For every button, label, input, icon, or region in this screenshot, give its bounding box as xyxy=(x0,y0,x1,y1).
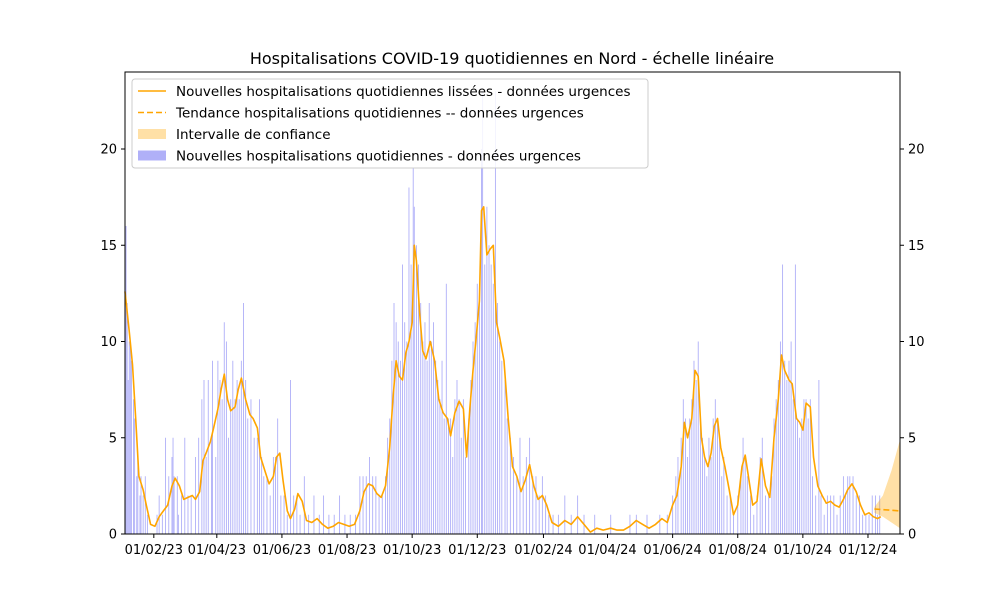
bar xyxy=(230,399,231,534)
bar xyxy=(359,476,360,534)
bar xyxy=(704,457,705,534)
y-axis-left xyxy=(100,143,125,543)
bar xyxy=(702,438,703,534)
bar xyxy=(765,496,766,535)
bar xyxy=(259,399,260,534)
bar xyxy=(564,496,565,535)
bar xyxy=(382,496,383,535)
bar xyxy=(461,438,462,534)
bar xyxy=(689,419,690,535)
bar xyxy=(505,380,506,534)
bar xyxy=(165,438,166,534)
bar xyxy=(845,496,846,535)
x-tick-label: 01/04/23 xyxy=(187,543,246,558)
bar xyxy=(497,303,498,534)
legend-label: Intervalle de confiance xyxy=(176,127,331,143)
bar xyxy=(696,380,697,534)
bar xyxy=(672,496,673,535)
bar xyxy=(715,399,716,534)
bar xyxy=(808,419,809,535)
bar xyxy=(446,284,447,534)
bar xyxy=(422,342,423,535)
bar xyxy=(827,496,828,535)
bar xyxy=(491,265,492,535)
bar xyxy=(667,515,668,534)
bar xyxy=(733,515,734,534)
bar xyxy=(413,168,414,534)
bar xyxy=(610,515,611,534)
y-tick-label: 10 xyxy=(100,335,117,350)
bar xyxy=(484,265,485,535)
bar xyxy=(499,342,500,535)
x-tick-label: 01/06/24 xyxy=(643,543,702,558)
bar xyxy=(181,496,182,535)
bar xyxy=(797,419,798,535)
bar xyxy=(191,496,192,535)
bar xyxy=(339,496,340,535)
bar xyxy=(400,361,401,534)
bar xyxy=(178,515,179,534)
bar xyxy=(719,438,720,534)
legend-label: Nouvelles hospitalisations quotidiennes - données urgences xyxy=(176,148,581,165)
x-tick-label: 01/02/24 xyxy=(514,543,573,558)
bar xyxy=(409,188,410,535)
bar xyxy=(685,419,686,535)
bar xyxy=(594,515,595,534)
x-axis xyxy=(125,534,898,558)
bar xyxy=(507,419,508,535)
bar xyxy=(843,476,844,534)
y-tick-label-right: 0 xyxy=(908,527,917,543)
bar xyxy=(687,457,688,534)
bar xyxy=(247,419,248,535)
bar xyxy=(791,342,792,535)
bar xyxy=(366,476,367,534)
bar xyxy=(232,361,233,534)
bar xyxy=(369,457,370,534)
bar xyxy=(481,149,482,534)
bar xyxy=(847,476,848,534)
bar xyxy=(815,496,816,535)
bar xyxy=(875,496,876,535)
x-tick-label: 01/04/24 xyxy=(578,543,637,558)
bar xyxy=(706,476,707,534)
bar xyxy=(254,438,255,534)
bar xyxy=(162,515,163,534)
y-tick-label: 20 xyxy=(100,142,117,158)
y-tick-label: 5 xyxy=(108,431,117,447)
y-tick-label: 0 xyxy=(108,527,117,543)
bar xyxy=(130,342,131,535)
bar xyxy=(431,342,432,535)
bar xyxy=(448,419,449,535)
y-tick-label: 15 xyxy=(100,238,117,254)
bar xyxy=(516,476,517,534)
bar xyxy=(313,496,314,535)
bar xyxy=(139,496,140,535)
bar xyxy=(133,399,134,534)
bar xyxy=(208,380,209,534)
bar xyxy=(629,515,630,534)
bar xyxy=(427,361,428,534)
bar xyxy=(782,265,783,535)
bar xyxy=(721,476,722,534)
bar xyxy=(435,361,436,534)
bar xyxy=(536,476,537,534)
bar xyxy=(793,399,794,534)
bar xyxy=(304,476,305,534)
bar xyxy=(647,515,648,534)
bar xyxy=(237,380,238,534)
bar xyxy=(129,342,130,535)
bar xyxy=(768,496,769,535)
x-tick-label: 01/02/23 xyxy=(124,543,184,558)
bar xyxy=(795,265,796,535)
bar xyxy=(542,476,543,534)
bar xyxy=(267,476,268,534)
bar xyxy=(290,380,291,534)
y-tick-label-right: 15 xyxy=(908,238,925,254)
bar xyxy=(548,515,549,534)
bar xyxy=(723,457,724,534)
bar xyxy=(228,438,229,534)
bar xyxy=(224,322,225,534)
bar xyxy=(444,419,445,535)
bar xyxy=(411,265,412,535)
bar xyxy=(501,361,502,534)
bar xyxy=(198,438,199,534)
bar xyxy=(784,361,785,534)
legend-label: Tendance hospitalisations quotidiennes -- données urgences xyxy=(176,105,584,122)
bar xyxy=(222,399,223,534)
bar xyxy=(287,515,288,534)
bar xyxy=(659,515,660,534)
confidence-band-layer xyxy=(874,440,900,529)
bar xyxy=(174,476,175,534)
bar xyxy=(812,476,813,534)
bar xyxy=(319,515,320,534)
bar xyxy=(328,515,329,534)
bar xyxy=(452,457,453,534)
legend-label: Nouvelles hospitalisations quotidiennes lissées - données urgences xyxy=(176,84,631,100)
bar xyxy=(708,438,709,534)
bar xyxy=(284,496,285,535)
bar xyxy=(131,361,132,534)
bar xyxy=(379,496,380,535)
bar xyxy=(479,303,480,534)
bar xyxy=(789,361,790,534)
bar xyxy=(437,380,438,534)
bar xyxy=(300,515,301,534)
bar xyxy=(220,380,221,534)
bar xyxy=(235,399,236,534)
bar xyxy=(280,496,281,535)
bar xyxy=(375,476,376,534)
bar xyxy=(387,438,388,534)
bar xyxy=(241,361,242,534)
bar xyxy=(856,496,857,535)
bar xyxy=(711,457,712,534)
bar xyxy=(157,515,158,534)
smoothed-line xyxy=(125,207,881,532)
x-tick-label: 01/12/24 xyxy=(838,543,898,558)
bar xyxy=(363,476,364,534)
bar xyxy=(172,457,173,534)
bar xyxy=(177,476,178,534)
bar xyxy=(239,399,240,534)
bar xyxy=(743,438,744,534)
bar xyxy=(277,419,278,535)
bar xyxy=(818,380,819,534)
bar xyxy=(762,438,763,534)
chart-title: Hospitalisations COVID-19 quotidiennes en Nord - échelle linéaire xyxy=(249,49,775,68)
bar xyxy=(270,496,271,535)
bar xyxy=(636,515,637,534)
bar xyxy=(747,476,748,534)
bar xyxy=(402,265,403,535)
bar xyxy=(350,515,351,534)
bar xyxy=(226,342,227,535)
bar xyxy=(824,515,825,534)
bar xyxy=(745,457,746,534)
legend-item xyxy=(138,84,630,100)
bar xyxy=(273,457,274,534)
bar xyxy=(786,380,787,534)
bar xyxy=(849,476,850,534)
bar xyxy=(188,496,189,535)
bar xyxy=(806,399,807,534)
bar xyxy=(553,515,554,534)
bar xyxy=(323,496,324,535)
legend-item xyxy=(138,106,584,122)
bar xyxy=(799,438,800,534)
bar xyxy=(211,438,212,534)
bar xyxy=(833,496,834,535)
legend xyxy=(132,79,648,168)
bar xyxy=(840,496,841,535)
bar xyxy=(439,399,440,534)
bar xyxy=(293,496,294,535)
bar xyxy=(251,399,252,534)
bar xyxy=(308,515,309,534)
bar xyxy=(143,496,144,535)
bar xyxy=(429,303,430,534)
bar xyxy=(801,419,802,535)
bar xyxy=(396,322,397,534)
bar xyxy=(454,399,455,534)
x-tick-label: 01/08/23 xyxy=(317,543,377,558)
bar xyxy=(457,380,458,534)
bar xyxy=(869,515,870,534)
bar xyxy=(750,496,751,535)
bar xyxy=(683,399,684,534)
bar xyxy=(675,476,676,534)
legend-bar-swatch xyxy=(138,151,166,161)
bar xyxy=(442,361,443,534)
bar xyxy=(465,457,466,534)
bar xyxy=(206,457,207,534)
bar xyxy=(243,303,244,534)
bar xyxy=(493,284,494,534)
y-tick-label-right: 20 xyxy=(908,142,925,158)
bar xyxy=(529,438,530,534)
bar xyxy=(486,207,487,534)
bar xyxy=(134,419,135,535)
bar xyxy=(771,476,772,534)
bar xyxy=(147,515,148,534)
bar xyxy=(862,515,863,534)
bar xyxy=(184,438,185,534)
y-tick-label-right: 10 xyxy=(908,335,925,350)
legend-band-swatch xyxy=(138,129,166,139)
bar xyxy=(257,438,258,534)
bar xyxy=(195,457,196,534)
bar xyxy=(212,361,213,534)
x-tick-label: 01/06/23 xyxy=(252,543,312,558)
bar xyxy=(698,342,699,535)
bar xyxy=(558,515,559,534)
x-tick-label: 01/08/24 xyxy=(708,543,767,558)
bar xyxy=(215,457,216,534)
x-tick-label: 01/10/23 xyxy=(382,543,442,558)
bar xyxy=(539,496,540,535)
bar xyxy=(717,419,718,535)
bar xyxy=(753,515,754,534)
legend-item xyxy=(138,149,581,165)
bar xyxy=(837,515,838,534)
bar xyxy=(159,496,160,535)
bar xyxy=(391,361,392,534)
y-tick-label-right: 5 xyxy=(908,431,917,447)
bar xyxy=(217,361,218,534)
smoothed-line-layer xyxy=(125,207,881,532)
bar xyxy=(821,496,822,535)
bar xyxy=(416,245,417,534)
confidence-band xyxy=(874,440,900,529)
bar xyxy=(261,457,262,534)
bar xyxy=(459,399,460,534)
bar xyxy=(394,303,395,534)
x-tick-label: 01/12/23 xyxy=(448,543,507,558)
y-axis-right xyxy=(900,143,925,543)
bar xyxy=(727,496,728,535)
bar xyxy=(126,226,127,534)
bar xyxy=(406,342,407,535)
x-tick-label: 01/10/24 xyxy=(773,543,833,558)
bar xyxy=(128,380,129,534)
bar xyxy=(865,515,866,534)
bar xyxy=(127,303,128,534)
bar xyxy=(489,245,490,534)
bar xyxy=(577,496,578,535)
bar xyxy=(136,476,137,534)
bar xyxy=(263,476,264,534)
bar xyxy=(526,457,527,534)
